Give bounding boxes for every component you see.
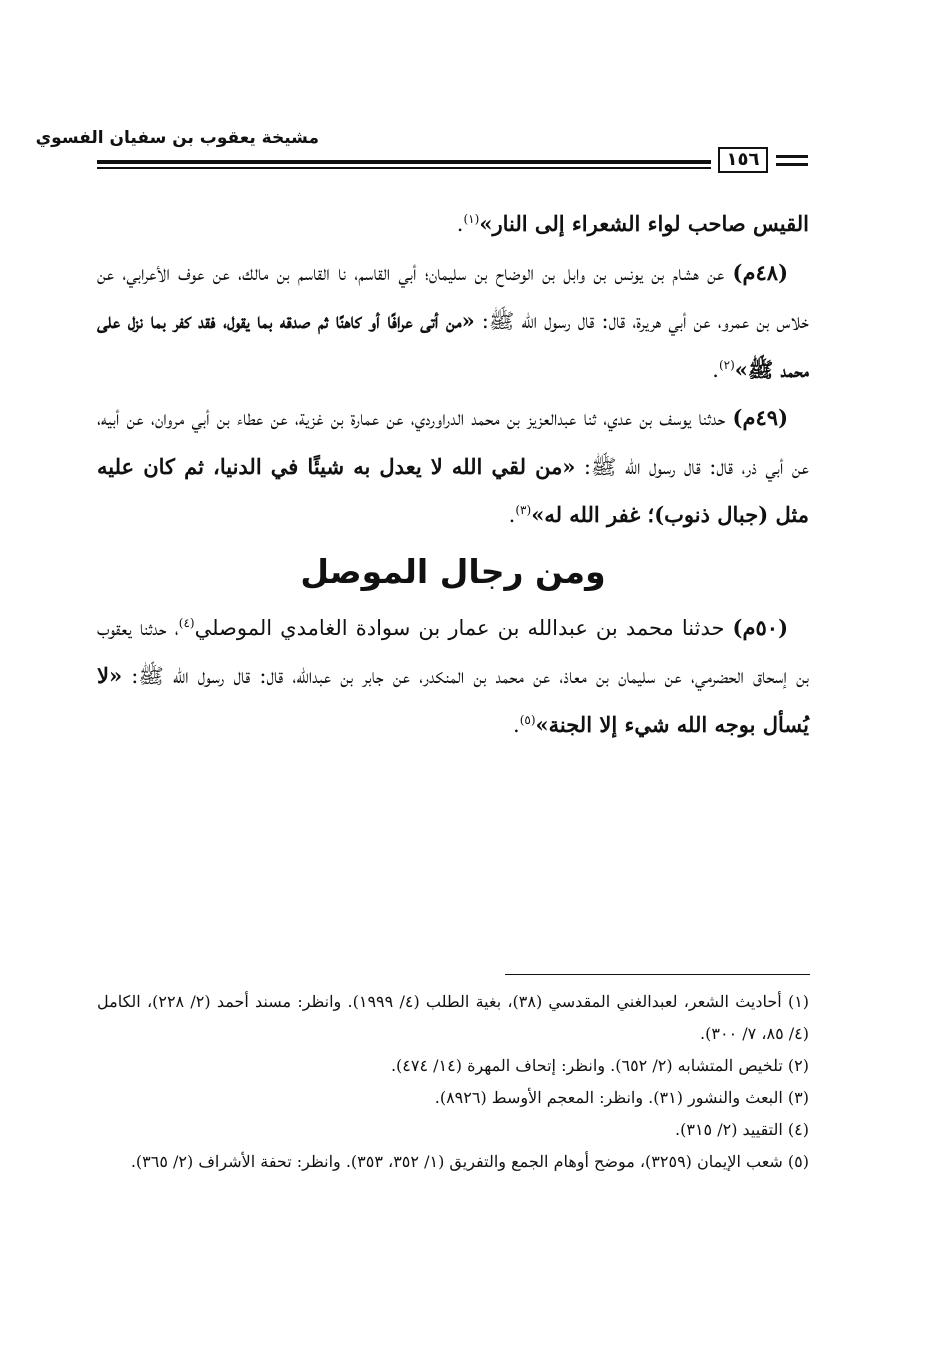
- isnad-text-continued: ، حدثنا يعقوب بن إسحاق الحضرمي، عن سليمان بن معاذ، عن محمد بن المنكدر، عن جابر بن عبدالله، قال: قال رسول الله ﷺ:: [97, 615, 809, 688]
- main-text: [97, 200, 809, 749]
- header-dash-bottom: [776, 163, 808, 166]
- hadith-49: [97, 394, 809, 540]
- footnote-ref-3: (٣): [515, 503, 532, 517]
- footnote-4: (٤) التقييد (٢/ ٣١٥).: [675, 1120, 809, 1139]
- isnad-text: حدثنا يوسف بن عدي، ثنا عبدالعزيز بن محمد الدراوردي، عن عمارة بن غزية، عن عطاء بن أبي مروان، عن أبيه، عن أبي ذر، قال: قال رسول الله ﷺ:: [97, 406, 809, 479]
- footnotes: [97, 986, 809, 1178]
- footnote-1: (١) أحاديث الشعر، لعبدالغني المقدسي (٣٨)، بغية الطلب (٤/ ١٩٩٩). وانظر: مسند أحمد (٢/ ٢٢٨)، الكامل (٤/ ٨٥، ٧/ ٣٠٠).: [97, 992, 810, 1043]
- header-dash-top: [776, 155, 808, 158]
- hadith-matn: «لا يُسأل بوجه الله شيء إلا الجنة»: [97, 663, 809, 737]
- footnote-5: (٥) شعب الإيمان (٣٢٥٩)، موضح أوهام الجمع والتفريق (١/ ٣٥٢، ٣٥٣). وانظر: تحفة الأشراف (٢/ ٣٦٥).: [130, 1152, 809, 1171]
- paragraph-end: .: [456, 212, 464, 236]
- paragraph-continuation: [97, 200, 809, 249]
- isnad-text: حدثنا محمد بن عبدالله بن عمار بن سوادة الغامدي الموصلي: [194, 615, 733, 640]
- footnote-3: (٣) البعث والنشور (٣١). وانظر: المعجم الأوسط (٨٩٢٦).: [434, 1088, 809, 1107]
- footnote-ref-5: (٥): [519, 712, 536, 727]
- footnote-2: (٢) تلخيص المتشابه (٢/ ٦٥٢). وانظر: إتحاف المهرة (١٤/ ٤٧٤).: [390, 1056, 809, 1075]
- hadith-48: [97, 249, 809, 395]
- paragraph-end: .: [508, 503, 516, 527]
- header-rule-thick: [97, 160, 711, 164]
- footnote-ref-2: (٢): [718, 357, 735, 372]
- footnote-ref-4: (٤): [178, 615, 195, 630]
- hadith-matn: «من أتى عرافًا أو كاهنًا ثم صدقه بما يقول، فقد كفر بما نزل على محمد ﷺ»: [97, 308, 809, 382]
- isnad-text: عن هشام بن يونس بن وابل بن الوضاح بن سليمان؛ أبي القاسم، نا القاسم بن مالك، عن عوف الأعرابي، عن خلاس بن عمرو، عن أبي هريرة، قال: قال رسول الله ﷺ:: [97, 260, 809, 333]
- header-rule-thin: [97, 167, 711, 169]
- paragraph-end: .: [513, 712, 520, 737]
- hadith-number: (٥٠م): [732, 614, 788, 640]
- hadith-matn: «من لقي الله لا يعدل به شيئًا في الدنيا، ثم كان عليه مثل (جبال ذنوب)؛ غفر الله له»: [97, 453, 809, 527]
- footnote-separator: [505, 974, 810, 975]
- page-number: ١٥٦: [718, 147, 768, 173]
- hadith-number: (٤٩م): [732, 405, 788, 430]
- footnote-ref-1: (١): [463, 212, 480, 226]
- paragraph-end: .: [712, 357, 719, 382]
- hadith-number: (٤٨م): [732, 259, 788, 285]
- quote-text: القيس صاحب لواء الشعراء إلى النار»: [479, 211, 809, 236]
- hadith-50: [97, 604, 809, 750]
- section-heading: ومن رجال الموصل: [300, 551, 606, 591]
- running-title: مشيخة يعقوب بن سفيان الفسوي: [35, 128, 319, 148]
